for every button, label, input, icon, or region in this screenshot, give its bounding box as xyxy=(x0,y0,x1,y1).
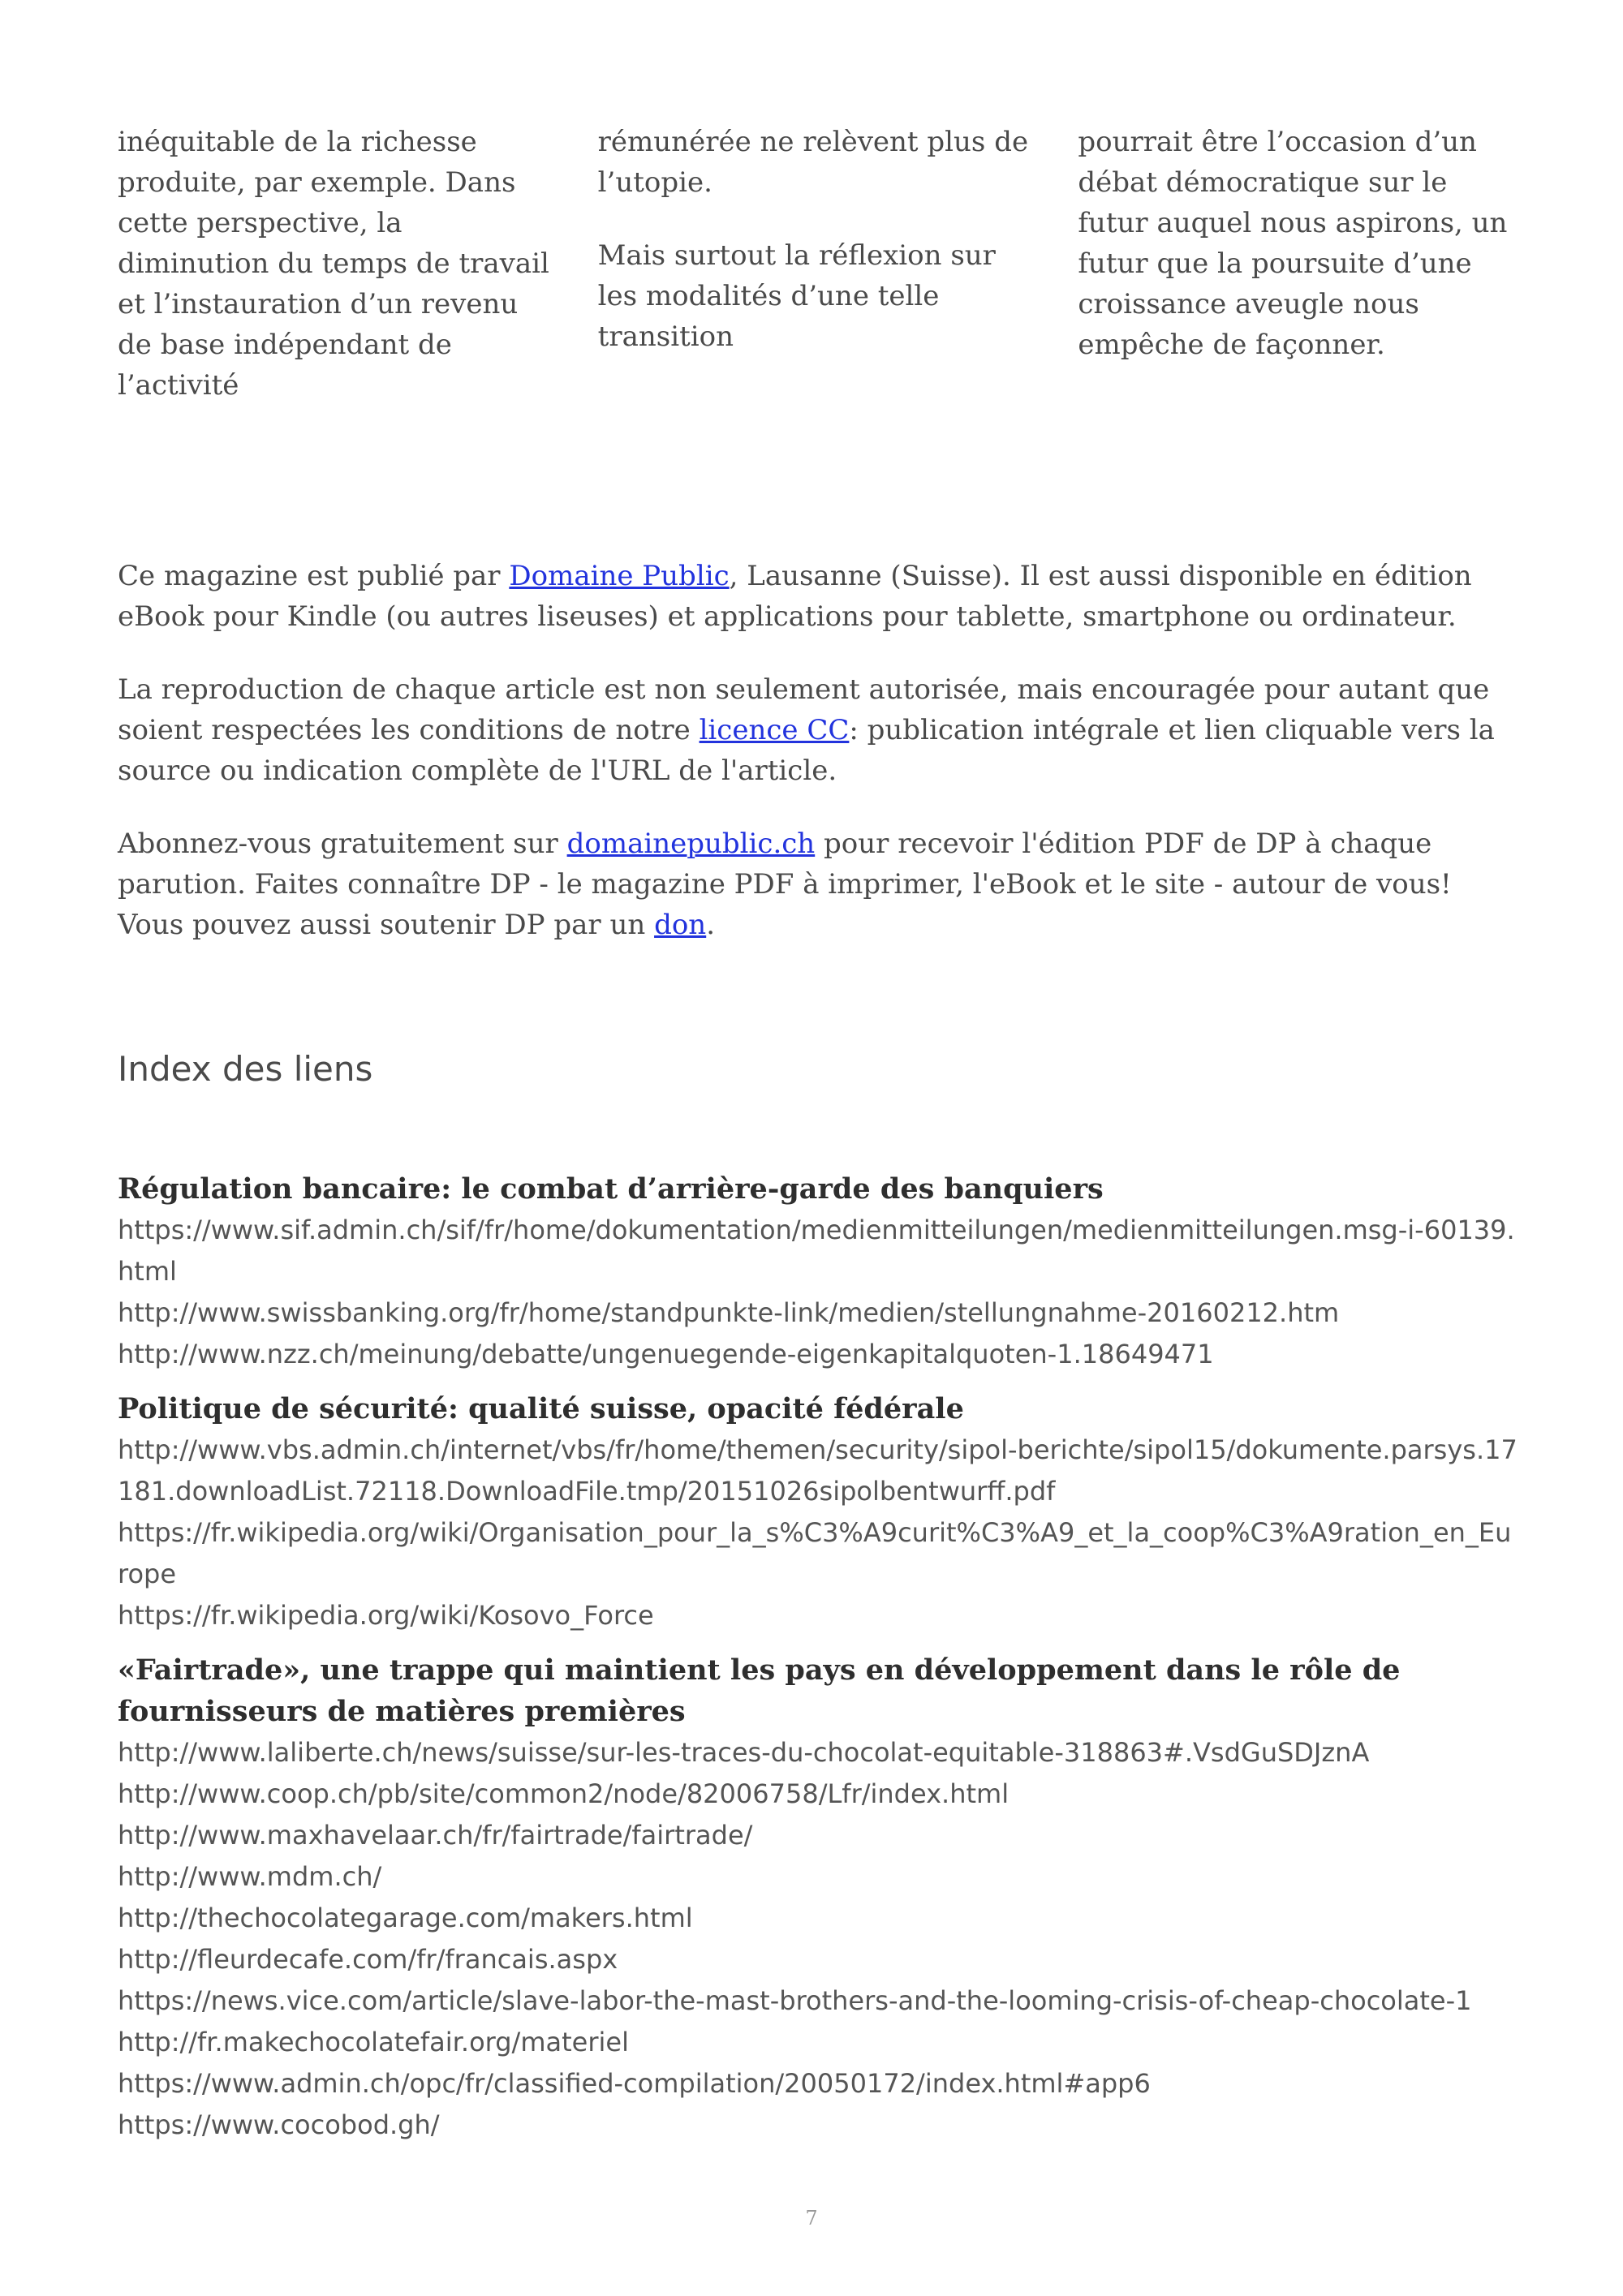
column-3 xyxy=(1078,122,1513,438)
article-url[interactable]: http://www.maxhavelaar.ch/fr/fairtrade/fairtrade/ xyxy=(118,1820,753,1851)
article-title: Politique de sécurité: qualité suisse, opacité fédérale xyxy=(118,1392,964,1425)
article-url[interactable]: http://www.swissbanking.org/fr/home/standpunkte-link/medien/stellungnahme-20160212.htm xyxy=(118,1297,1340,1328)
article-url[interactable]: https://www.admin.ch/opc/fr/classified-compilation/20050172/index.html#app6 xyxy=(118,2068,1151,2099)
column-2 xyxy=(598,122,1034,438)
column-3-text: pourrait être l’occasion d’un débat démocratique sur le futur auquel nous aspirons, un futur que la poursuite d’une croissance aveugle nous empêche de façonner. xyxy=(1078,126,1508,361)
licence-cc-link[interactable]: licence CC xyxy=(699,714,850,746)
page-number: 7 xyxy=(805,2207,818,2229)
article-title: Régulation bancaire: le combat d’arrière-garde des banquiers xyxy=(118,1172,1104,1206)
info-text: pour recevoir l'édition PDF de DP à chaque parution. Faites connaître DP - le magazine PDF à imprimer, l'eBook et le site - autour de vous! Vous pouvez aussi soutenir DP par un xyxy=(118,828,1452,941)
link-index xyxy=(118,1168,1522,2159)
article-url[interactable]: https://www.cocobod.gh/ xyxy=(118,2109,440,2140)
domaine-public-link[interactable]: Domaine Public xyxy=(509,560,730,592)
publication-info xyxy=(118,556,1518,978)
index-article-3 xyxy=(118,1649,1522,2146)
column-1-text: inéquitable de la richesse produite, par exemple. Dans cette perspective, la diminution du temps de travail et l’instauration d’un revenu de base indépendant de l’activité xyxy=(118,126,549,402)
index-heading: Index des liens xyxy=(118,1049,373,1089)
article-url[interactable]: http://fr.makechocolatefair.org/materiel xyxy=(118,2027,629,2057)
info-text: , Lausanne (Suisse). Il est aussi disponible en édition eBook pour Kindle (ou autres liseuses) et applications pour tablette, smartphone ou ordinateur. xyxy=(118,560,1472,633)
info-paragraph-subscribe xyxy=(118,823,1518,945)
column-2-text-2: Mais surtout la réflexion sur les modalités d’une telle transition xyxy=(597,239,996,353)
article-url[interactable]: http://www.mdm.ch/ xyxy=(118,1861,382,1892)
article-url[interactable]: https://fr.wikipedia.org/wiki/Kosovo_Force xyxy=(118,1600,654,1631)
article-url[interactable]: https://fr.wikipedia.org/wiki/Organisation_pour_la_s%C3%A9curit%C3%A9_et_la_coop%C3%A9ration_en_Europe xyxy=(118,1517,1512,1589)
article-url[interactable]: https://www.sif.admin.ch/sif/fr/home/dokumentation/medienmitteilungen/medienmitteilungen.msg-i-60139.html xyxy=(118,1215,1515,1287)
info-text: La reproduction de chaque article est non seulement autorisée, mais encouragée pour autant que soient respectées les conditions de notre xyxy=(118,673,1490,746)
info-text: Abonnez-vous gratuitement sur xyxy=(118,828,567,860)
info-text: Ce magazine est publié par xyxy=(118,560,510,592)
column-1 xyxy=(118,122,553,438)
article-url[interactable]: http://fleurdecafe.com/fr/francais.aspx xyxy=(118,1944,618,1975)
info-text: . xyxy=(706,909,716,941)
article-url[interactable]: http://thechocolategarage.com/makers.html xyxy=(118,1903,693,1933)
index-article-2 xyxy=(118,1388,1522,1636)
article-url[interactable]: http://www.nzz.ch/meinung/debatte/ungenuegende-eigenkapitalquoten-1.18649471 xyxy=(118,1339,1214,1369)
article-title: «Fairtrade», une trappe qui maintient les pays en développement dans le rôle de fournisseurs de matières premières xyxy=(118,1653,1401,1728)
domainepublic-site-link[interactable]: domainepublic.ch xyxy=(566,828,816,860)
article-url[interactable]: http://www.coop.ch/pb/site/common2/node/82006758/Lfr/index.html xyxy=(118,1778,1010,1809)
article-url[interactable]: https://news.vice.com/article/slave-labor-the-mast-brothers-and-the-looming-crisis-of-cheap-chocolate-1 xyxy=(118,1985,1472,2016)
info-text: : publication intégrale et lien cliquable vers la source ou indication complète de l'URL de l'article. xyxy=(118,714,1495,787)
info-paragraph-publisher xyxy=(118,556,1518,637)
column-2-text-1: rémunérée ne relèvent plus de l’utopie. xyxy=(597,126,1029,199)
donation-link[interactable]: don xyxy=(654,909,707,941)
article-url[interactable]: http://www.laliberte.ch/news/suisse/sur-les-traces-du-chocolat-equitable-318863#.VsdGuSDJznA xyxy=(118,1737,1370,1768)
index-article-1 xyxy=(118,1168,1522,1375)
article-url[interactable]: http://www.vbs.admin.ch/internet/vbs/fr/home/themen/security/sipol-berichte/sipol15/dokumente.parsys.17181.downloadList.72118.DownloadFile.tmp/20151026sipolbentwurff.pdf xyxy=(118,1434,1518,1507)
article-columns xyxy=(118,122,1513,438)
info-paragraph-licence xyxy=(118,669,1518,791)
